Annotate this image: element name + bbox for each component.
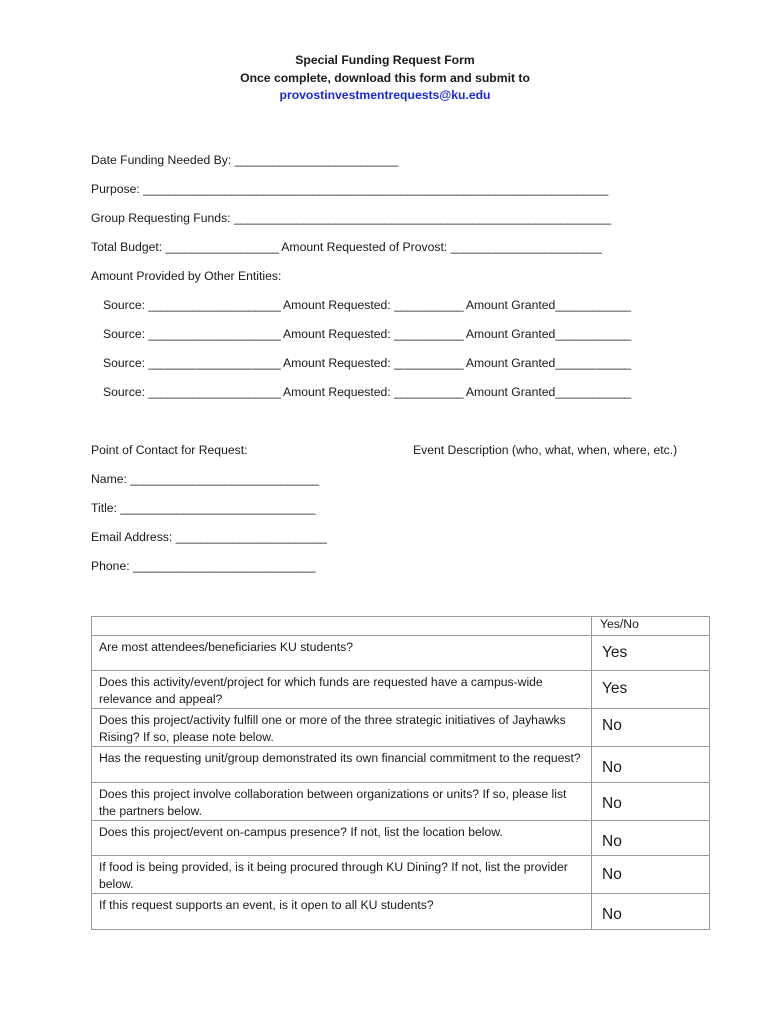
total-budget-field[interactable]: __________________: [165, 240, 279, 254]
group-label: Group Requesting Funds:: [91, 211, 231, 225]
question-text: Are most attendees/beneficiaries KU students?: [92, 636, 592, 671]
question-text: Has the requesting unit/group demonstrated its own financial commitment to the request?: [92, 747, 592, 783]
source-label: Source:: [103, 385, 146, 399]
contact-title-label: Title:: [91, 501, 117, 515]
answer-cell[interactable]: Yes: [592, 671, 710, 709]
purpose-field[interactable]: __________________________________________________________________________: [143, 182, 608, 196]
contact-name-field[interactable]: ______________________________: [130, 472, 319, 486]
date-needed-label: Date Funding Needed By:: [91, 153, 232, 167]
source-label: Source:: [103, 298, 146, 312]
question-text: If food is being provided, is it being procured through KU Dining? If not, list the provider below.: [92, 856, 592, 894]
amount-requested-field[interactable]: ___________: [394, 327, 464, 341]
contact-email-row: [91, 530, 326, 544]
amount-granted-field[interactable]: ____________: [555, 385, 631, 399]
date-needed-field[interactable]: __________________________: [234, 153, 398, 167]
question-text: If this request supports an event, is it open to all KU students?: [92, 894, 592, 930]
contact-title-field[interactable]: _______________________________: [120, 501, 315, 515]
table-row: [92, 856, 710, 894]
question-text: Does this project/activity fulfill one or more of the three strategic initiatives of Jayhawks Rising? If so, please note below.: [92, 709, 592, 747]
question-text: Does this project/event on-campus presence? If not, list the location below.: [92, 821, 592, 856]
amount-granted-field[interactable]: ____________: [555, 298, 631, 312]
amount-granted-label: Amount Granted: [465, 356, 556, 370]
amount-requested-field[interactable]: ___________: [394, 356, 464, 370]
amount-granted-field[interactable]: ____________: [555, 356, 631, 370]
amount-requested-field[interactable]: ___________: [394, 385, 464, 399]
questions-table: [91, 616, 710, 930]
table-row: [92, 747, 710, 783]
source-field[interactable]: _____________________: [148, 298, 281, 312]
contact-phone-label: Phone:: [91, 559, 130, 573]
source-label: Source:: [103, 356, 146, 370]
source-row: [103, 298, 631, 312]
contact-email-label: Email Address:: [91, 530, 173, 544]
amount-requested-label: Amount Requested:: [282, 356, 391, 370]
source-field[interactable]: _____________________: [148, 356, 281, 370]
answer-cell[interactable]: No: [592, 709, 710, 747]
source-field[interactable]: _____________________: [148, 327, 281, 341]
contact-email-field[interactable]: ________________________: [175, 530, 327, 544]
amount-granted-label: Amount Granted: [465, 298, 556, 312]
purpose-label: Purpose:: [91, 182, 140, 196]
amount-requested-field[interactable]: ___________: [394, 298, 464, 312]
answer-cell[interactable]: No: [592, 821, 710, 856]
point-of-contact-label: Point of Contact for Request:: [91, 443, 248, 457]
contact-phone-row: [91, 559, 315, 573]
table-row: [92, 636, 710, 671]
table-header-row: [92, 617, 710, 636]
amount-provost-field[interactable]: ________________________: [450, 240, 602, 254]
budget-row: [91, 240, 601, 254]
source-row: [103, 356, 631, 370]
group-row: [91, 211, 611, 225]
source-row: [103, 327, 631, 341]
contact-phone-field[interactable]: _____________________________: [133, 559, 316, 573]
contact-name-label: Name:: [91, 472, 127, 486]
source-field[interactable]: _____________________: [148, 385, 281, 399]
event-description-label: Event Description (who, what, when, where, etc.): [413, 443, 678, 457]
amount-granted-label: Amount Granted: [465, 327, 556, 341]
answer-cell[interactable]: No: [592, 894, 710, 930]
form-title: Special Funding Request Form: [295, 53, 475, 67]
table-row: [92, 783, 710, 821]
contact-title-row: [91, 501, 315, 515]
source-row: [103, 385, 631, 399]
other-entities-label: Amount Provided by Other Entities:: [91, 269, 282, 283]
contact-name-row: [91, 472, 319, 486]
question-column-header: [92, 617, 592, 636]
answer-cell[interactable]: No: [592, 783, 710, 821]
table-row: [92, 894, 710, 930]
date-needed-row: [91, 153, 398, 167]
question-text: Does this activity/event/project for which funds are requested have a campus-wide relevance and appeal?: [92, 671, 592, 709]
group-field[interactable]: ____________________________________________________________: [233, 211, 611, 225]
table-row: [92, 671, 710, 709]
total-budget-label: Total Budget:: [91, 240, 163, 254]
amount-requested-label: Amount Requested:: [282, 298, 391, 312]
amount-provost-label: Amount Requested of Provost:: [281, 240, 448, 254]
amount-granted-label: Amount Granted: [465, 385, 556, 399]
answer-cell[interactable]: No: [592, 747, 710, 783]
answer-cell[interactable]: Yes: [592, 636, 710, 671]
source-label: Source:: [103, 327, 146, 341]
amount-granted-field[interactable]: ____________: [555, 327, 631, 341]
answer-cell[interactable]: No: [592, 856, 710, 894]
purpose-row: [91, 182, 608, 196]
amount-requested-label: Amount Requested:: [282, 327, 391, 341]
question-text: Does this project involve collaboration between organizations or units? If so, please list the partners below.: [92, 783, 592, 821]
form-subtitle: Once complete, download this form and submit to: [240, 71, 530, 85]
yes-no-column-header: Yes/No: [592, 617, 710, 636]
submission-email-link[interactable]: provostinvestmentrequests@ku.edu: [279, 88, 491, 102]
table-row: [92, 709, 710, 747]
table-row: [92, 821, 710, 856]
amount-requested-label: Amount Requested:: [282, 385, 391, 399]
